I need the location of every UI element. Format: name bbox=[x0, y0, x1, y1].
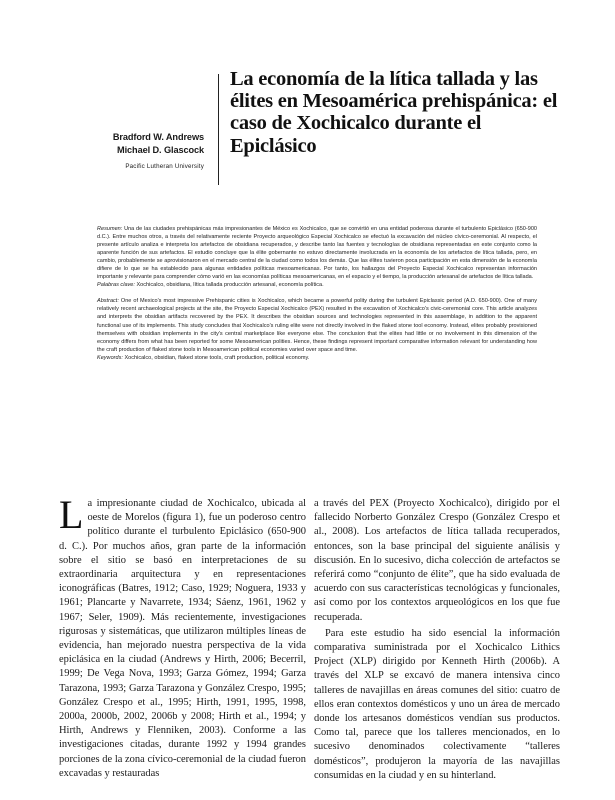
resumen-label: Resumen: bbox=[97, 226, 123, 232]
body-column-left bbox=[59, 492, 306, 781]
keywords-label: Keywords: bbox=[97, 354, 123, 361]
abstract-paragraph bbox=[97, 297, 537, 353]
author-name: Michael D. Glascock bbox=[117, 144, 204, 155]
body-paragraph: a través del PEX (Proyecto Xochicalco), dirigido por el fallecido Norberto González Crespo (González Crespo et al., 2008). Los artefactos de lítica tallada recuperados, entonces, son la base principal del siguiente análisis y discusión. En lo sucesivo, dicha colección de artefactos se referirá como “conjunto de élite”, que ha sido evaluada de acuerdo con sus características tecnológicas y funcionales, así como por los contextos arqueológicos en los que fue recuperada. bbox=[314, 498, 560, 623]
body-paragraph bbox=[59, 492, 306, 781]
abstract-label: Abstract: bbox=[97, 298, 119, 305]
author-name: Bradford W. Andrews bbox=[112, 132, 204, 142]
palabras-clave-label: Palabras clave: bbox=[97, 282, 135, 289]
body-column-right bbox=[314, 497, 560, 783]
keywords bbox=[97, 354, 537, 362]
body-text: a impresionante ciudad de Xochicalco, ubicada al oeste de Morelos (figura 1), fue un poderoso centro político durante el turbulento Epiclásico (650-900 d. C.). Por muchos años, gran parte de la información sobre el sitio se basó en interpretaciones de su extraordinaria arquitectura y en representaciones iconográficas (Batres, 1912; Caso, 1929; Noguera, 1933 y 1961; Plancarte y Navarrete, 1934; Sáenz, 1961, 1962 y 1967; Seler, 1909). Más recientemente, investigaciones rigurosas y sistemáticas, que utilizaron múltiples líneas de evidencia, han mejorado nuestra perspectiva de la vida epiclásica en la ciudad (Andrews y Hirth, 2006; Becerril, 1999; De Vega Nova, 1993; Garza Gómez, 1994; Garza Tarazona, 1993; Garza Tarazona y González Crespo, 1995; González Crespo et al., 1995; Hirth, 1991, 1995, 1998, 2000a, 2000b, 2002, 2006b y 2008; Hirth et al., 1994; y Hirth, Andrews y Flenniken, 2003). Conforme a las investigaciones citadas, durante 1992 y 1994 grandes porciones de la zona cívico-ceremonial de la ciudad fueron excavadas y restauradas bbox=[59, 498, 306, 779]
author-affiliation: Pacific Lutheran University bbox=[125, 163, 204, 170]
title-divider bbox=[218, 74, 219, 185]
abstract-block bbox=[97, 225, 537, 362]
author-block bbox=[104, 131, 204, 171]
keywords-text: Xochicalco, obsidian, flaked stone tools, craft production, political economy. bbox=[122, 354, 310, 361]
palabras-clave bbox=[97, 281, 537, 289]
resumen-paragraph bbox=[97, 225, 537, 281]
drop-cap: L bbox=[59, 492, 84, 537]
body-paragraph: Para este estudio ha sido esencial la información comparativa suministrada por el Xochicalco Lithics Project (XLP) dirigido por Kenneth Hirth (2006b). A través del XLP se excavó de manera intensiva cinco talleres de navajillas en áreas comunes del sitio: cuatro de ellos eran contextos domésticos y uno un área de mercado donde los artesanos domésticos vendían sus productos. Como tal, parece que los talleres mencionados, en lo sucesivo denominados colectivamente “talleres domésticos”, produjeron la mayoría de las navajillas consumidas en la ciudad y en su hinterland. bbox=[314, 627, 560, 781]
resumen-text: Una de las ciudades prehispánicas más impresionantes de México es Xochicalco, que se convirtió en una entidad poderosa durante el turbulento Epiclásico (650-900 d.C.). Entre muchos otros, a través del relativamente reciente Proyecto arqueológico Especial Xochicalco se efectuó la excavación del núcleo cívico-ceremonial. Al respecto, el presente artículo analiza e interpreta los artefactos de obsidiana recuperados, y describe tanto las fuentes y tecnologías de obsidiana representadas en este conjunto como la aparente función de sus artefactos. El estudio concluye que la élite gobernante no estuvo directamente involucrada en la economía de los artefactos de lítica tallada, pero, en cambio, probablemente se aprovisionaron en el mercado central de la ciudad como todos los demás. Que las élites tuvieron poca participación en esta dimensión de la economía difiere de lo que se ha establecido para algunas entidades políticas mesoamericanas. Por tanto, los hallazgos del Proyecto Especial Xochicalco representan información importante y relevante para comprender cómo varió en las economías políticas mesoamericanas, en el espacio y el tiempo, la producción artesanal de artefactos de lítica tallada. bbox=[97, 226, 537, 281]
abstract-text: One of Mexico's most impressive Prehispanic cities is Xochicalco, which became a powerful polity during the turbulent Epiclassic period (A.D. 650-900). One of many relatively recent archaeological projects at the site, the Proyecto Especial Xochicalco (PEX) resulted in the excavation of Xochicalco's civic-ceremonial core. This article analyzes and interprets the obsidian artifacts recovered by the PEX. It describes the obsidian sources and technologies represented in this assemblage, in addition to the apparent functional use of its implements. This study concludes that Xochicalco's ruling elite were not directly involved in the flaked stone tool economy. Instead, elites probably provisioned themselves with obsidian implements in the city's central marketplace like everyone else. The conclusion that the elites had little or no involvement in this dimension of the economy differs from what has been reported for some Mesoamerican polities. Hence, these findings represent important comparative information relevant for understanding how the craft production of flaked stone tools in Mesoamerican political economies varied over space and time. bbox=[97, 298, 537, 353]
palabras-clave-text: Xochicalco, obsidiana, lítica tallada producción artesanal, economía política. bbox=[134, 282, 324, 289]
article-title: La economía de la lítica tallada y las élites en Mesoamérica prehispánica: el caso de Xochicalco durante el Epiclásico bbox=[230, 68, 558, 157]
